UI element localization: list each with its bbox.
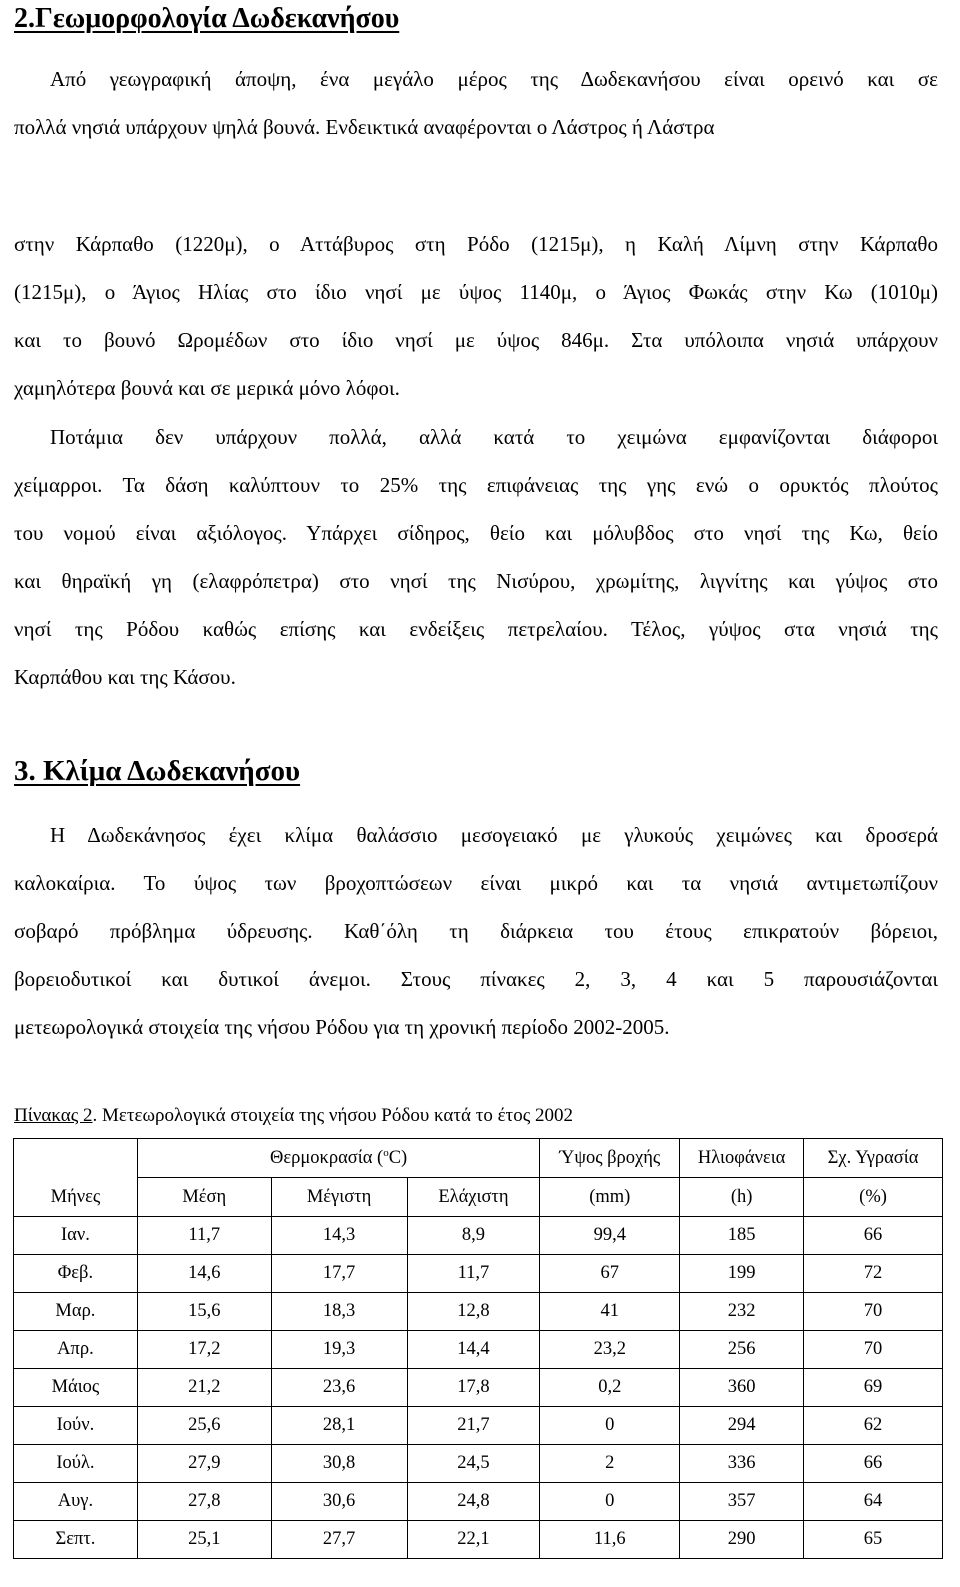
cell-min-temp: 24,8 (407, 1483, 540, 1521)
section-2-title: 2.Γεωμορφολογία Δωδεκανήσου (14, 3, 400, 34)
table-caption-text: . Μετεωρολογικά στοιχεία της νήσου Ρόδου κατά το έτος 2002 (92, 1105, 573, 1126)
text-line: νησί της Ρόδου καθώς επίσης και ενδείξεις πετρελαίου. Τέλος, γύψος στα νησιά της (14, 617, 938, 641)
cell-humidity: 70 (804, 1331, 943, 1369)
cell-month: Φεβ. (14, 1255, 138, 1293)
cell-month: Μαρ. (14, 1293, 138, 1331)
cell-max-temp: 30,6 (271, 1483, 407, 1521)
section-2-paragraph-1-cont (14, 220, 938, 412)
header-temperature-unit: C) (388, 1148, 408, 1169)
table-row (14, 1293, 943, 1331)
cell-max-temp: 18,3 (271, 1293, 407, 1331)
text-line: (1215μ), ο Άγιος Ηλίας στο ίδιο νησί με ύψος 1140μ, ο Άγιος Φωκάς στην Κω (1010μ) (14, 280, 938, 304)
header-temperature-label: Θερμοκρασία ( (269, 1148, 384, 1169)
cell-humidity: 69 (804, 1369, 943, 1407)
cell-mean-temp: 15,6 (137, 1293, 271, 1331)
cell-sunshine: 256 (680, 1331, 804, 1369)
text-line: και θηραϊκή γη (ελαφρόπετρα) στο νησί της Νισύρου, χρωμίτης, λιγνίτης και γύψος στο (14, 569, 938, 593)
table-header-row-2 (14, 1178, 943, 1217)
text-line: μετεωρολογικά στοιχεία της νήσου Ρόδου για τη χρονική περίοδο 2002-2005. (14, 1015, 670, 1039)
table-row (14, 1407, 943, 1445)
cell-humidity: 65 (804, 1521, 943, 1559)
cell-sunshine: 294 (680, 1407, 804, 1445)
cell-month: Αυγ. (14, 1483, 138, 1521)
text-line: χείμαρροι. Τα δάση καλύπτουν το 25% της επιφάνειας της γης ενώ ο ορυκτός πλούτος (14, 473, 938, 497)
text-line: Η Δωδεκάνησος έχει κλίμα θαλάσσιο μεσογειακό με γλυκούς χειμώνες και δροσερά (50, 823, 938, 847)
cell-month: Σεπτ. (14, 1521, 138, 1559)
header-max: Μέγιστη (271, 1178, 407, 1217)
text-line: χαμηλότερα βουνά και σε μερικά μόνο λόφοι. (14, 376, 400, 400)
cell-month: Μάιος (14, 1369, 138, 1407)
cell-humidity: 64 (804, 1483, 943, 1521)
header-mean: Μέση (137, 1178, 271, 1217)
cell-min-temp: 17,8 (407, 1369, 540, 1407)
text-line: Καρπάθου και της Κάσου. (14, 665, 236, 689)
cell-rain: 67 (540, 1255, 680, 1293)
section-3-paragraph (14, 811, 938, 1051)
cell-month: Ιαν. (14, 1217, 138, 1255)
cell-min-temp: 12,8 (407, 1293, 540, 1331)
text-line: σοβαρό πρόβλημα ύδρευσης. Καθ΄όλη τη διάρκεια του έτους επικρατούν βόρειοι, (14, 919, 938, 943)
cell-max-temp: 27,7 (271, 1521, 407, 1559)
cell-humidity: 62 (804, 1407, 943, 1445)
table-row (14, 1483, 943, 1521)
cell-sunshine: 357 (680, 1483, 804, 1521)
section-2-paragraph-1 (14, 55, 938, 151)
meteorological-table (13, 1138, 943, 1559)
text-line: Ποτάμια δεν υπάρχουν πολλά, αλλά κατά το χειμώνα εμφανίζονται διάφοροι (50, 425, 938, 449)
table-row (14, 1369, 943, 1407)
cell-mean-temp: 14,6 (137, 1255, 271, 1293)
cell-min-temp: 22,1 (407, 1521, 540, 1559)
cell-min-temp: 24,5 (407, 1445, 540, 1483)
text-line: καλοκαίρια. Το ύψος των βροχοπτώσεων είναι μικρό και τα νησιά αντιμετωπίζουν (14, 871, 938, 895)
cell-rain: 11,6 (540, 1521, 680, 1559)
cell-min-temp: 8,9 (407, 1217, 540, 1255)
table-caption-label: Πίνακας 2 (14, 1105, 93, 1126)
text-line: και το βουνό Ωρομέδων στο ίδιο νησί με ύψος 846μ. Στα υπόλοιπα νησιά υπάρχουν (14, 328, 938, 352)
cell-mean-temp: 17,2 (137, 1331, 271, 1369)
cell-rain: 0 (540, 1407, 680, 1445)
cell-max-temp: 23,6 (271, 1369, 407, 1407)
table-body (14, 1217, 943, 1559)
header-temperature (137, 1139, 540, 1178)
cell-sunshine: 360 (680, 1369, 804, 1407)
header-rain: Ύψος βροχής (540, 1139, 680, 1178)
cell-min-temp: 14,4 (407, 1331, 540, 1369)
cell-sunshine: 232 (680, 1293, 804, 1331)
cell-mean-temp: 25,1 (137, 1521, 271, 1559)
cell-humidity: 66 (804, 1445, 943, 1483)
text-line: πολλά νησιά υπάρχουν ψηλά βουνά. Ενδεικτικά αναφέρονται ο Λάστρος ή Λάστρα (14, 115, 715, 139)
header-rain-unit: (mm) (540, 1178, 680, 1217)
cell-rain: 23,2 (540, 1331, 680, 1369)
table-header-row-1 (14, 1139, 943, 1178)
cell-mean-temp: 27,9 (137, 1445, 271, 1483)
cell-rain: 2 (540, 1445, 680, 1483)
cell-rain: 41 (540, 1293, 680, 1331)
cell-sunshine: 336 (680, 1445, 804, 1483)
cell-month: Απρ. (14, 1331, 138, 1369)
text-line: Από γεωγραφική άποψη, ένα μεγάλο μέρος της Δωδεκανήσου είναι ορεινό και σε (50, 67, 938, 91)
cell-max-temp: 28,1 (271, 1407, 407, 1445)
table-row (14, 1521, 943, 1559)
header-humidity: Σχ. Υγρασία (804, 1139, 943, 1178)
cell-max-temp: 30,8 (271, 1445, 407, 1483)
header-temperature-degree: o (383, 1146, 389, 1159)
header-humidity-unit: (%) (804, 1178, 943, 1217)
header-sun: Ηλιοφάνεια (680, 1139, 804, 1178)
table-row (14, 1445, 943, 1483)
cell-humidity: 72 (804, 1255, 943, 1293)
section-3-title: 3. Κλίμα Δωδεκανήσου (14, 755, 301, 787)
table-row (14, 1255, 943, 1293)
cell-month: Ιούλ. (14, 1445, 138, 1483)
cell-max-temp: 19,3 (271, 1331, 407, 1369)
cell-sunshine: 199 (680, 1255, 804, 1293)
cell-min-temp: 11,7 (407, 1255, 540, 1293)
table-row (14, 1217, 943, 1255)
cell-humidity: 66 (804, 1217, 943, 1255)
cell-sunshine: 185 (680, 1217, 804, 1255)
table-row (14, 1331, 943, 1369)
cell-mean-temp: 11,7 (137, 1217, 271, 1255)
header-min: Ελάχιστη (407, 1178, 540, 1217)
cell-mean-temp: 27,8 (137, 1483, 271, 1521)
cell-mean-temp: 21,2 (137, 1369, 271, 1407)
section-2-heading (14, 2, 399, 36)
text-line: στην Κάρπαθο (1220μ), ο Αττάβυρος στη Ρόδο (1215μ), η Καλή Λίμνη στην Κάρπαθο (14, 232, 938, 256)
text-line: βορειοδυτικοί και δυτικοί άνεμοι. Στους πίνακες 2, 3, 4 και 5 παρουσιάζονται (14, 967, 938, 991)
cell-max-temp: 14,3 (271, 1217, 407, 1255)
section-3-heading (14, 754, 300, 788)
section-2-paragraph-2 (14, 413, 938, 701)
header-months: Μήνες (14, 1139, 138, 1217)
cell-rain: 0,2 (540, 1369, 680, 1407)
cell-rain: 99,4 (540, 1217, 680, 1255)
cell-month: Ιούν. (14, 1407, 138, 1445)
cell-humidity: 70 (804, 1293, 943, 1331)
cell-max-temp: 17,7 (271, 1255, 407, 1293)
cell-sunshine: 290 (680, 1521, 804, 1559)
header-sun-unit: (h) (680, 1178, 804, 1217)
cell-rain: 0 (540, 1483, 680, 1521)
text-line: του νομού είναι αξιόλογος. Υπάρχει σίδηρος, θείο και μόλυβδος στο νησί της Κω, θείο (14, 521, 938, 545)
cell-min-temp: 21,7 (407, 1407, 540, 1445)
table-caption (14, 1104, 573, 1128)
cell-mean-temp: 25,6 (137, 1407, 271, 1445)
